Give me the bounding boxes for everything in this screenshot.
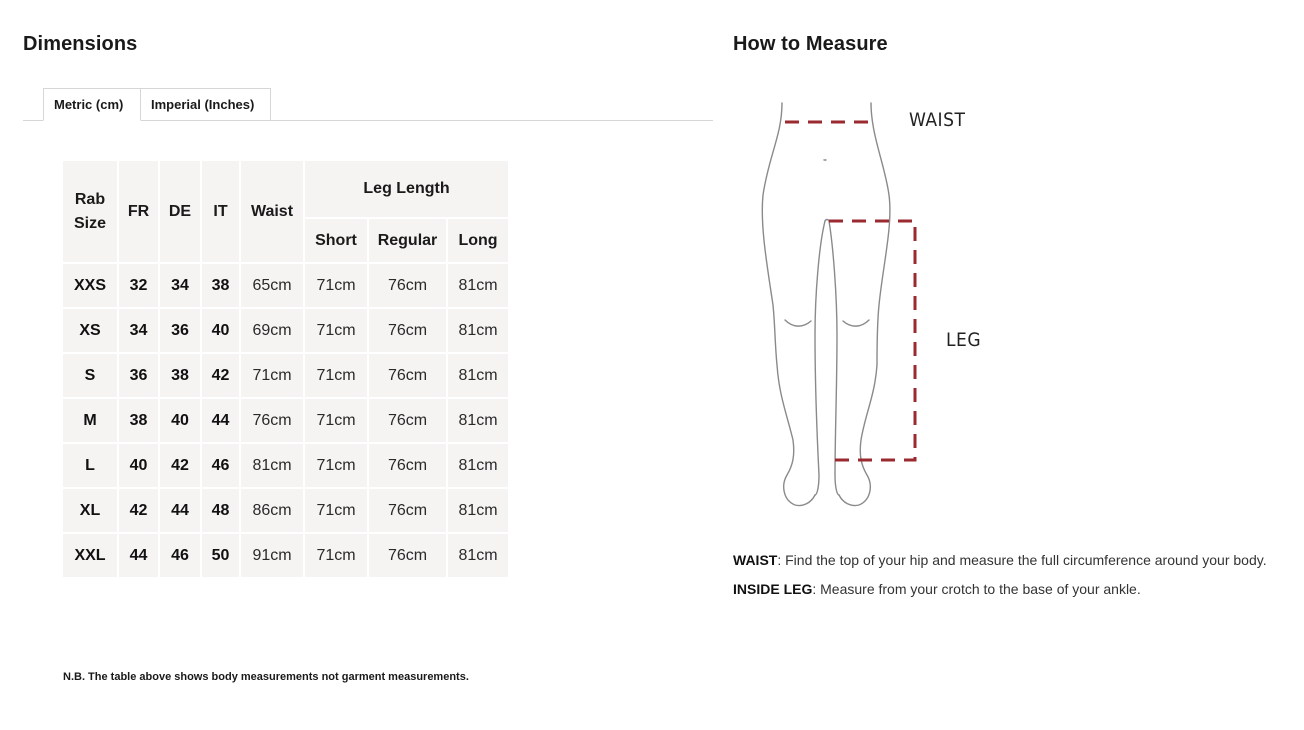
cell-waist: 81cm (241, 444, 303, 487)
cell-fr: 38 (119, 399, 158, 442)
cell-short: 71cm (305, 489, 367, 532)
cell-waist: 65cm (241, 264, 303, 307)
header-waist: Waist (241, 161, 303, 262)
cell-size: L (63, 444, 117, 487)
cell-fr: 40 (119, 444, 158, 487)
cell-short: 71cm (305, 354, 367, 397)
dimensions-section (23, 0, 713, 730)
header-regular: Regular (369, 219, 446, 262)
header-rab-size: Rab Size (63, 161, 117, 262)
cell-regular: 76cm (369, 489, 446, 532)
inside-leg-instruction-term: INSIDE LEG (733, 581, 813, 597)
unit-tabs (23, 88, 713, 121)
cell-regular: 76cm (369, 309, 446, 352)
inside-leg-instruction (733, 581, 1141, 597)
cell-waist: 69cm (241, 309, 303, 352)
waist-instruction-text: : Find the top of your hip and measure the full circumference around your body. (777, 552, 1267, 568)
cell-it: 46 (202, 444, 239, 487)
table-row (63, 354, 508, 397)
tab-imperial[interactable]: Imperial (Inches) (141, 88, 271, 121)
cell-long: 81cm (448, 309, 508, 352)
cell-it: 40 (202, 309, 239, 352)
cell-it: 48 (202, 489, 239, 532)
table-row (63, 489, 508, 532)
table-row (63, 399, 508, 442)
header-it: IT (202, 161, 239, 262)
cell-waist: 86cm (241, 489, 303, 532)
diagram-label-waist: WAIST (909, 109, 966, 131)
cell-it: 38 (202, 264, 239, 307)
cell-fr: 42 (119, 489, 158, 532)
cell-short: 71cm (305, 534, 367, 577)
dimensions-title: Dimensions (23, 33, 138, 55)
table-row (63, 264, 508, 307)
header-short: Short (305, 219, 367, 262)
cell-de: 36 (160, 309, 200, 352)
header-long: Long (448, 219, 508, 262)
size-rows (63, 264, 508, 577)
cell-waist: 91cm (241, 534, 303, 577)
cell-long: 81cm (448, 354, 508, 397)
table-row (63, 534, 508, 577)
cell-de: 46 (160, 534, 200, 577)
header-fr: FR (119, 161, 158, 262)
cell-short: 71cm (305, 444, 367, 487)
how-to-measure-section (733, 0, 1293, 730)
cell-long: 81cm (448, 444, 508, 487)
cell-de: 38 (160, 354, 200, 397)
diagram-label-leg: LEG (946, 329, 982, 351)
inside-leg-instruction-text: : Measure from your crotch to the base of your ankle. (812, 581, 1141, 597)
cell-size: M (63, 399, 117, 442)
cell-regular: 76cm (369, 399, 446, 442)
legs-outline (762, 103, 890, 506)
tab-metric[interactable]: Metric (cm) (43, 88, 141, 121)
cell-de: 42 (160, 444, 200, 487)
cell-fr: 32 (119, 264, 158, 307)
legs-measurement-diagram (753, 95, 1013, 515)
cell-fr: 44 (119, 534, 158, 577)
measure-lines (785, 122, 915, 460)
cell-long: 81cm (448, 399, 508, 442)
cell-waist: 71cm (241, 354, 303, 397)
waist-instruction-term: WAIST (733, 552, 778, 568)
cell-short: 71cm (305, 309, 367, 352)
size-table (61, 159, 510, 579)
cell-fr: 36 (119, 354, 158, 397)
cell-size: XL (63, 489, 117, 532)
waist-instruction (733, 552, 1267, 568)
cell-fr: 34 (119, 309, 158, 352)
cell-de: 34 (160, 264, 200, 307)
cell-long: 81cm (448, 264, 508, 307)
cell-size: S (63, 354, 117, 397)
header-de: DE (160, 161, 200, 262)
cell-it: 42 (202, 354, 239, 397)
cell-long: 81cm (448, 489, 508, 532)
table-row (63, 444, 508, 487)
cell-regular: 76cm (369, 264, 446, 307)
cell-size: XS (63, 309, 117, 352)
cell-size: XXS (63, 264, 117, 307)
table-row (63, 309, 508, 352)
cell-regular: 76cm (369, 444, 446, 487)
cell-de: 40 (160, 399, 200, 442)
cell-it: 44 (202, 399, 239, 442)
leg-measure-line (829, 221, 915, 460)
cell-regular: 76cm (369, 354, 446, 397)
how-to-measure-title: How to Measure (733, 33, 888, 55)
cell-waist: 76cm (241, 399, 303, 442)
cell-short: 71cm (305, 399, 367, 442)
cell-it: 50 (202, 534, 239, 577)
cell-size: XXL (63, 534, 117, 577)
header-leg-length: Leg Length (305, 161, 508, 217)
measurement-note: N.B. The table above shows body measurements not garment measurements. (63, 671, 469, 683)
cell-long: 81cm (448, 534, 508, 577)
cell-de: 44 (160, 489, 200, 532)
cell-regular: 76cm (369, 534, 446, 577)
cell-short: 71cm (305, 264, 367, 307)
